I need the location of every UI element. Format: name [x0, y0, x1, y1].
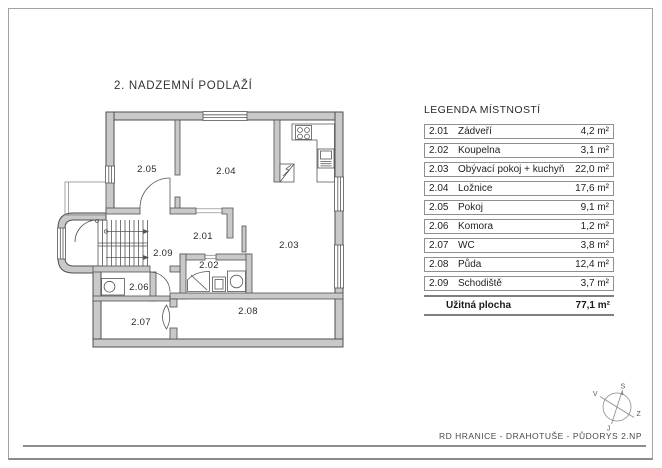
door-arc-room205: [140, 178, 170, 208]
room-number: 2.05: [429, 202, 449, 213]
legend-row: [424, 219, 614, 234]
room-number: 2.04: [429, 183, 449, 194]
room-number: 2.02: [429, 145, 449, 156]
sink-symbol: [213, 277, 226, 292]
room-label-201: 2.01: [193, 231, 213, 242]
room-name: Obývací pokoj + kuchyň: [458, 164, 565, 175]
room-number: 2.09: [429, 278, 449, 289]
room-label-202: 2.02: [199, 260, 219, 271]
fridge-symbol: [318, 149, 334, 168]
legend-title: LEGENDA MÍSTNOSTÍ: [424, 104, 541, 116]
room-labels: [129, 164, 299, 328]
legend-row: [424, 181, 614, 196]
compass-rose: [593, 384, 642, 433]
window-top: [203, 112, 247, 121]
room-name: Komora: [458, 221, 494, 232]
stair-direction-arrows: [104, 229, 149, 260]
title-block-rule: [23, 445, 646, 447]
page-title: 2. NADZEMNÍ PODLAŽÍ: [114, 80, 253, 92]
legend-row: [424, 238, 614, 253]
room-name: Pokoj: [458, 202, 484, 213]
room-name: Půda: [458, 259, 482, 270]
window-right-lower: [335, 245, 344, 288]
room-number: 2.03: [429, 164, 449, 175]
kitchen-counter: [292, 124, 335, 182]
legend-row: [424, 143, 614, 158]
room-area: 1,2 m²: [580, 221, 609, 232]
legend-row: [424, 276, 614, 291]
legend-row: [424, 257, 614, 272]
door-arc-stair-bay: [75, 220, 99, 243]
room-name: Schodiště: [458, 278, 502, 289]
staircase: [98, 220, 149, 266]
room-name: Zádveří: [458, 126, 492, 137]
room-label-205: 2.05: [137, 164, 157, 175]
bathroom-fixtures: [188, 271, 246, 292]
compass-label-east: V: [592, 391, 598, 398]
window-left: [106, 166, 115, 183]
interior-walls: [93, 120, 343, 339]
room-name: Ložnice: [458, 183, 493, 194]
chimney-symbol: [280, 164, 294, 182]
door-leaf-room207: [163, 305, 170, 329]
room-label-206: 2.06: [129, 282, 149, 293]
room-label-208: 2.08: [238, 306, 258, 317]
window-bay: [58, 228, 66, 259]
legend-row: [424, 162, 614, 177]
room-number: 2.08: [429, 259, 449, 270]
room-label-204: 2.04: [216, 166, 236, 177]
stove-symbol: [296, 126, 312, 140]
legend-row: [424, 200, 614, 215]
compass-label-west: Z: [636, 411, 641, 418]
legend: [424, 104, 614, 316]
room-area: 12,4 m²: [575, 259, 609, 270]
room-number: 2.06: [429, 221, 449, 232]
room-area: 3,1 m²: [580, 145, 609, 156]
room-area: 4,2 m²: [580, 126, 609, 137]
room-label-209: 2.09: [153, 248, 173, 259]
room-area: 9,1 m²: [580, 202, 609, 213]
compass-label-south: J: [606, 425, 611, 433]
total-label: Užitná plocha: [446, 300, 512, 311]
legend-total-row: [424, 295, 614, 316]
washing-machine-symbol: [102, 279, 125, 296]
room-number: 2.07: [429, 240, 449, 251]
room-label-207: 2.07: [131, 317, 151, 328]
washbasin-symbol: [228, 271, 246, 292]
room-area: 22,0 m²: [575, 164, 609, 175]
room-name: WC: [458, 240, 475, 251]
exterior-walls: [58, 112, 343, 347]
total-area: 77,1 m²: [575, 300, 610, 311]
balcony-outline: [65, 182, 106, 215]
room-name: Koupelna: [458, 145, 501, 156]
room-area: 17,6 m²: [575, 183, 609, 194]
room-area: 3,8 m²: [580, 240, 609, 251]
title-block-text: RD HRANICE - DRAHOTUŠE - PŮDORYS 2.NP: [438, 431, 642, 441]
room-number: 2.01: [429, 126, 449, 137]
compass-label-north: S: [620, 383, 626, 391]
legend-row: [424, 124, 614, 139]
room-label-203: 2.03: [279, 240, 299, 251]
window-right-upper: [335, 177, 344, 211]
room-area: 3,7 m²: [580, 278, 609, 289]
